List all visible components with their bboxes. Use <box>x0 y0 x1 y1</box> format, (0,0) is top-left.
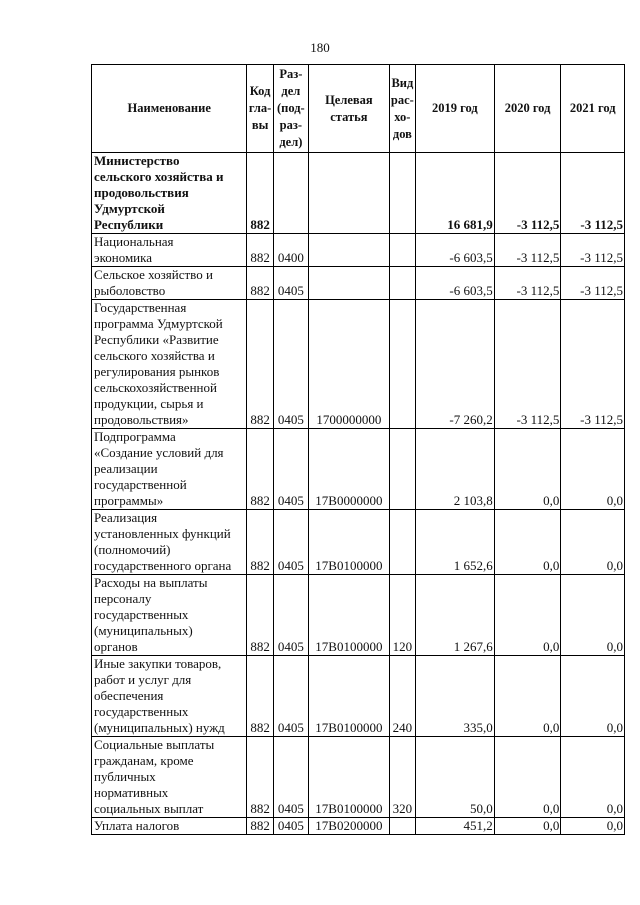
cell-article: 17В0200000 <box>309 818 390 835</box>
table-row <box>92 510 625 575</box>
cell-section: 0405 <box>273 300 308 429</box>
header-kind: Вид рас- хо- дов <box>389 65 415 153</box>
cell-kind <box>389 153 415 234</box>
cell-name: Уплата налогов <box>92 818 247 835</box>
cell-code: 882 <box>247 234 273 267</box>
table-row <box>92 575 625 656</box>
cell-y2020: 0,0 <box>494 737 561 818</box>
cell-section: 0405 <box>273 656 308 737</box>
header-2020: 2020 год <box>494 65 561 153</box>
cell-code: 882 <box>247 575 273 656</box>
cell-y2019: 2 103,8 <box>416 429 495 510</box>
cell-code: 882 <box>247 300 273 429</box>
cell-y2020: 0,0 <box>494 818 561 835</box>
cell-y2021: -3 112,5 <box>561 234 625 267</box>
cell-y2020: 0,0 <box>494 429 561 510</box>
table-body <box>92 153 625 835</box>
cell-y2021: 0,0 <box>561 818 625 835</box>
cell-section: 0405 <box>273 818 308 835</box>
cell-article <box>309 153 390 234</box>
cell-y2019: -6 603,5 <box>416 267 495 300</box>
cell-article: 1700000000 <box>309 300 390 429</box>
cell-y2019: 50,0 <box>416 737 495 818</box>
cell-y2020: -3 112,5 <box>494 300 561 429</box>
cell-article <box>309 234 390 267</box>
cell-name: Иные закупки товаров, работ и услуг для обеспечения государственных (муниципальных) нужд <box>92 656 247 737</box>
cell-y2019: 451,2 <box>416 818 495 835</box>
cell-code: 882 <box>247 153 273 234</box>
cell-y2021: 0,0 <box>561 656 625 737</box>
cell-section: 0400 <box>273 234 308 267</box>
table-row <box>92 737 625 818</box>
cell-section: 0405 <box>273 510 308 575</box>
cell-y2020: -3 112,5 <box>494 267 561 300</box>
cell-article: 17В0100000 <box>309 575 390 656</box>
header-name: Наименование <box>92 65 247 153</box>
table-row <box>92 429 625 510</box>
cell-y2019: 335,0 <box>416 656 495 737</box>
cell-name: Расходы на выплаты персоналу государственных (муниципальных) органов <box>92 575 247 656</box>
cell-code: 882 <box>247 818 273 835</box>
cell-y2019: 1 267,6 <box>416 575 495 656</box>
cell-kind <box>389 429 415 510</box>
cell-y2021: -3 112,5 <box>561 267 625 300</box>
budget-table <box>91 64 625 835</box>
cell-y2020: 0,0 <box>494 656 561 737</box>
table-row <box>92 656 625 737</box>
cell-code: 882 <box>247 267 273 300</box>
cell-code: 882 <box>247 429 273 510</box>
cell-kind <box>389 300 415 429</box>
cell-kind <box>389 510 415 575</box>
cell-kind: 320 <box>389 737 415 818</box>
header-section: Раз- дел (под- раз- дел) <box>273 65 308 153</box>
cell-y2021: 0,0 <box>561 429 625 510</box>
cell-name: Реализация установленных функций (полномочий) государственного органа <box>92 510 247 575</box>
cell-section: 0405 <box>273 267 308 300</box>
cell-article: 17В0000000 <box>309 429 390 510</box>
cell-code: 882 <box>247 510 273 575</box>
cell-y2021: 0,0 <box>561 737 625 818</box>
cell-y2020: -3 112,5 <box>494 234 561 267</box>
cell-y2021: 0,0 <box>561 510 625 575</box>
cell-y2021: 0,0 <box>561 575 625 656</box>
header-article: Целевая статья <box>309 65 390 153</box>
cell-name: Национальная экономика <box>92 234 247 267</box>
header-code: Код гла- вы <box>247 65 273 153</box>
cell-name: Сельское хозяйство и рыболовство <box>92 267 247 300</box>
cell-section: 0405 <box>273 429 308 510</box>
cell-kind: 240 <box>389 656 415 737</box>
cell-name: Министерство сельского хозяйства и продовольствия Удмуртской Республики <box>92 153 247 234</box>
cell-y2020: -3 112,5 <box>494 153 561 234</box>
cell-y2021: -3 112,5 <box>561 153 625 234</box>
page-number: 180 <box>310 40 330 55</box>
cell-y2019: 16 681,9 <box>416 153 495 234</box>
cell-y2019: -7 260,2 <box>416 300 495 429</box>
cell-kind: 120 <box>389 575 415 656</box>
cell-section: 0405 <box>273 575 308 656</box>
table-row <box>92 300 625 429</box>
cell-article: 17В0100000 <box>309 510 390 575</box>
cell-name: Подпрограмма «Создание условий для реализации государственной программы» <box>92 429 247 510</box>
cell-section: 0405 <box>273 737 308 818</box>
table-row <box>92 267 625 300</box>
cell-kind <box>389 267 415 300</box>
header-2019: 2019 год <box>416 65 495 153</box>
cell-y2019: 1 652,6 <box>416 510 495 575</box>
cell-code: 882 <box>247 737 273 818</box>
cell-article: 17В0100000 <box>309 656 390 737</box>
cell-y2021: -3 112,5 <box>561 300 625 429</box>
cell-kind <box>389 818 415 835</box>
cell-name: Социальные выплаты гражданам, кроме публичных нормативных социальных выплат <box>92 737 247 818</box>
cell-y2019: -6 603,5 <box>416 234 495 267</box>
cell-article <box>309 267 390 300</box>
table-header-row <box>92 65 625 153</box>
table-row <box>92 234 625 267</box>
header-2021: 2021 год <box>561 65 625 153</box>
cell-kind <box>389 234 415 267</box>
table-row <box>92 153 625 234</box>
cell-section <box>273 153 308 234</box>
cell-name: Государственная программа Удмуртской Республики «Развитие сельского хозяйства и регулирования рынков сельскохозяйственной продукции, сырья и продовольствия» <box>92 300 247 429</box>
cell-article: 17В0100000 <box>309 737 390 818</box>
cell-code: 882 <box>247 656 273 737</box>
cell-y2020: 0,0 <box>494 575 561 656</box>
cell-y2020: 0,0 <box>494 510 561 575</box>
table-row <box>92 818 625 835</box>
